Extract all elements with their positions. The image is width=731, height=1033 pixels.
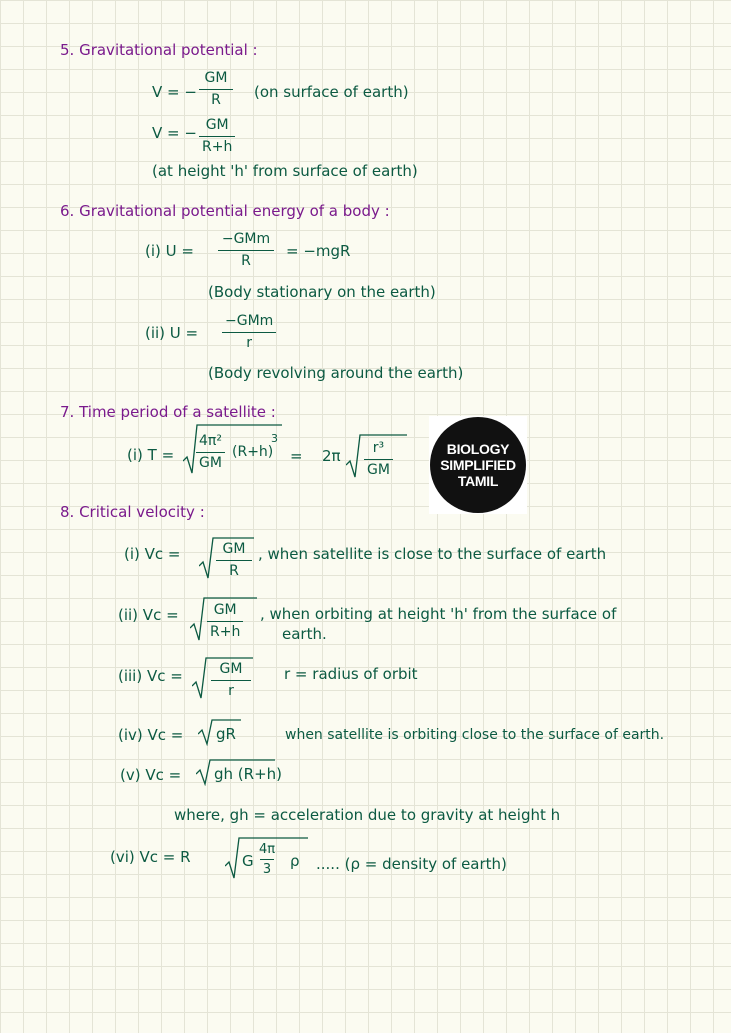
formula-vc2-denominator: R+h [207,621,243,641]
formula-t-multiplier: (R+h) [232,444,274,460]
formula-vc2-note: , when orbiting at height 'h' from the surface of [260,605,617,623]
brand-logo-circle [430,417,526,513]
formula-vc6-lhs: (vi) Vc = R [110,848,191,866]
formula-v2-denominator: R+h [199,136,235,156]
formula-t-numerator: 4π² [199,433,222,449]
formula-vc5-radicand: gh (R+h) [214,765,282,783]
formula-vc4-note: when satellite is orbiting close to the surface of earth. [285,727,665,743]
formula-vc6-numerator: 4π [259,842,276,857]
formula-vc2-fraction [207,602,243,641]
formula-u1-numerator: −GMm [221,231,271,247]
formula-vc3-note: r = radius of orbit [284,665,418,683]
formula-v1-denominator: R [199,89,233,109]
formula-u2-denominator: r [222,332,276,352]
formula-vc6-denominator: 3 [260,859,274,877]
formula-vc6-g: G [242,852,254,870]
formula-t-denominator-2: GM [364,459,393,479]
section-7-heading: 7. Time period of a satellite : [60,403,276,421]
section-8-heading: 8. Critical velocity : [60,503,205,521]
formula-u2-fraction [222,313,276,352]
formula-v1-lhs: V = − [152,83,197,101]
formula-v1-numerator: GM [204,70,228,86]
formula-u2-note: (Body revolving around the earth) [208,364,464,382]
formula-v2-lhs: V = − [152,124,197,142]
formula-vc1-lhs: (i) Vc = [124,545,181,563]
brand-logo [429,416,527,514]
formula-t-coefficient: 2π [322,447,341,465]
formula-v1-fraction [199,70,233,109]
formula-vc4-lhs: (iv) Vc = [118,726,184,744]
formula-where-note: where, gh = acceleration due to gravity at height h [174,806,561,824]
formula-vc1-note: , when satellite is close to the surface of earth [258,545,607,563]
formula-t-fraction [196,433,225,472]
formula-vc1-numerator: GM [222,541,246,557]
formula-u2-numerator: −GMm [225,313,274,329]
formula-v2-numerator: GM [205,117,229,133]
formula-t-equals: = [290,447,303,465]
formula-vc5-lhs: (v) Vc = [120,766,182,784]
formula-u1-rhs: = −mgR [286,242,351,260]
section-6-heading: 6. Gravitational potential energy of a body : [60,202,390,220]
formula-vc6-fraction [256,842,278,877]
formula-vc4-radicand: gR [216,725,236,743]
formula-v2-note: (at height 'h' from surface of earth) [152,162,418,180]
formula-t-denominator: GM [196,452,225,472]
formula-v1-note: (on surface of earth) [254,83,409,101]
logo-line-2: SIMPLIFIED [440,457,516,473]
formula-vc1-fraction [216,541,252,580]
section-5-heading: 5. Gravitational potential : [60,41,258,59]
formula-vc3-numerator: GM [219,661,243,677]
formula-u1-lhs: (i) U = [145,242,194,260]
formula-vc2-note-continued: earth. [282,625,327,643]
formula-t-fraction-2 [364,440,393,479]
formula-vc2-numerator: GM [213,602,237,618]
formula-t-numerator-2: r³ [372,440,385,456]
formula-v2-fraction [199,117,235,156]
logo-line-1: BIOLOGY [446,441,510,457]
formula-vc2-lhs: (ii) Vc = [118,606,179,624]
formula-u2-lhs: (ii) U = [145,324,199,342]
formula-vc3-denominator: r [211,680,251,700]
formula-vc6-rho: ρ [290,852,300,870]
formula-vc3-fraction [211,661,251,700]
formula-u1-note: (Body stationary on the earth) [208,283,436,301]
formula-vc3-lhs: (iii) Vc = [118,667,183,685]
formula-t-exponent: 3 [271,432,278,445]
formula-vc6-note: ..... (ρ = density of earth) [316,855,507,873]
formula-vc1-denominator: R [216,560,252,580]
logo-line-3: TAMIL [457,473,499,489]
formula-t-lhs: (i) T = [127,446,175,464]
formula-u1-fraction [218,231,274,270]
formula-u1-denominator: R [218,250,274,270]
